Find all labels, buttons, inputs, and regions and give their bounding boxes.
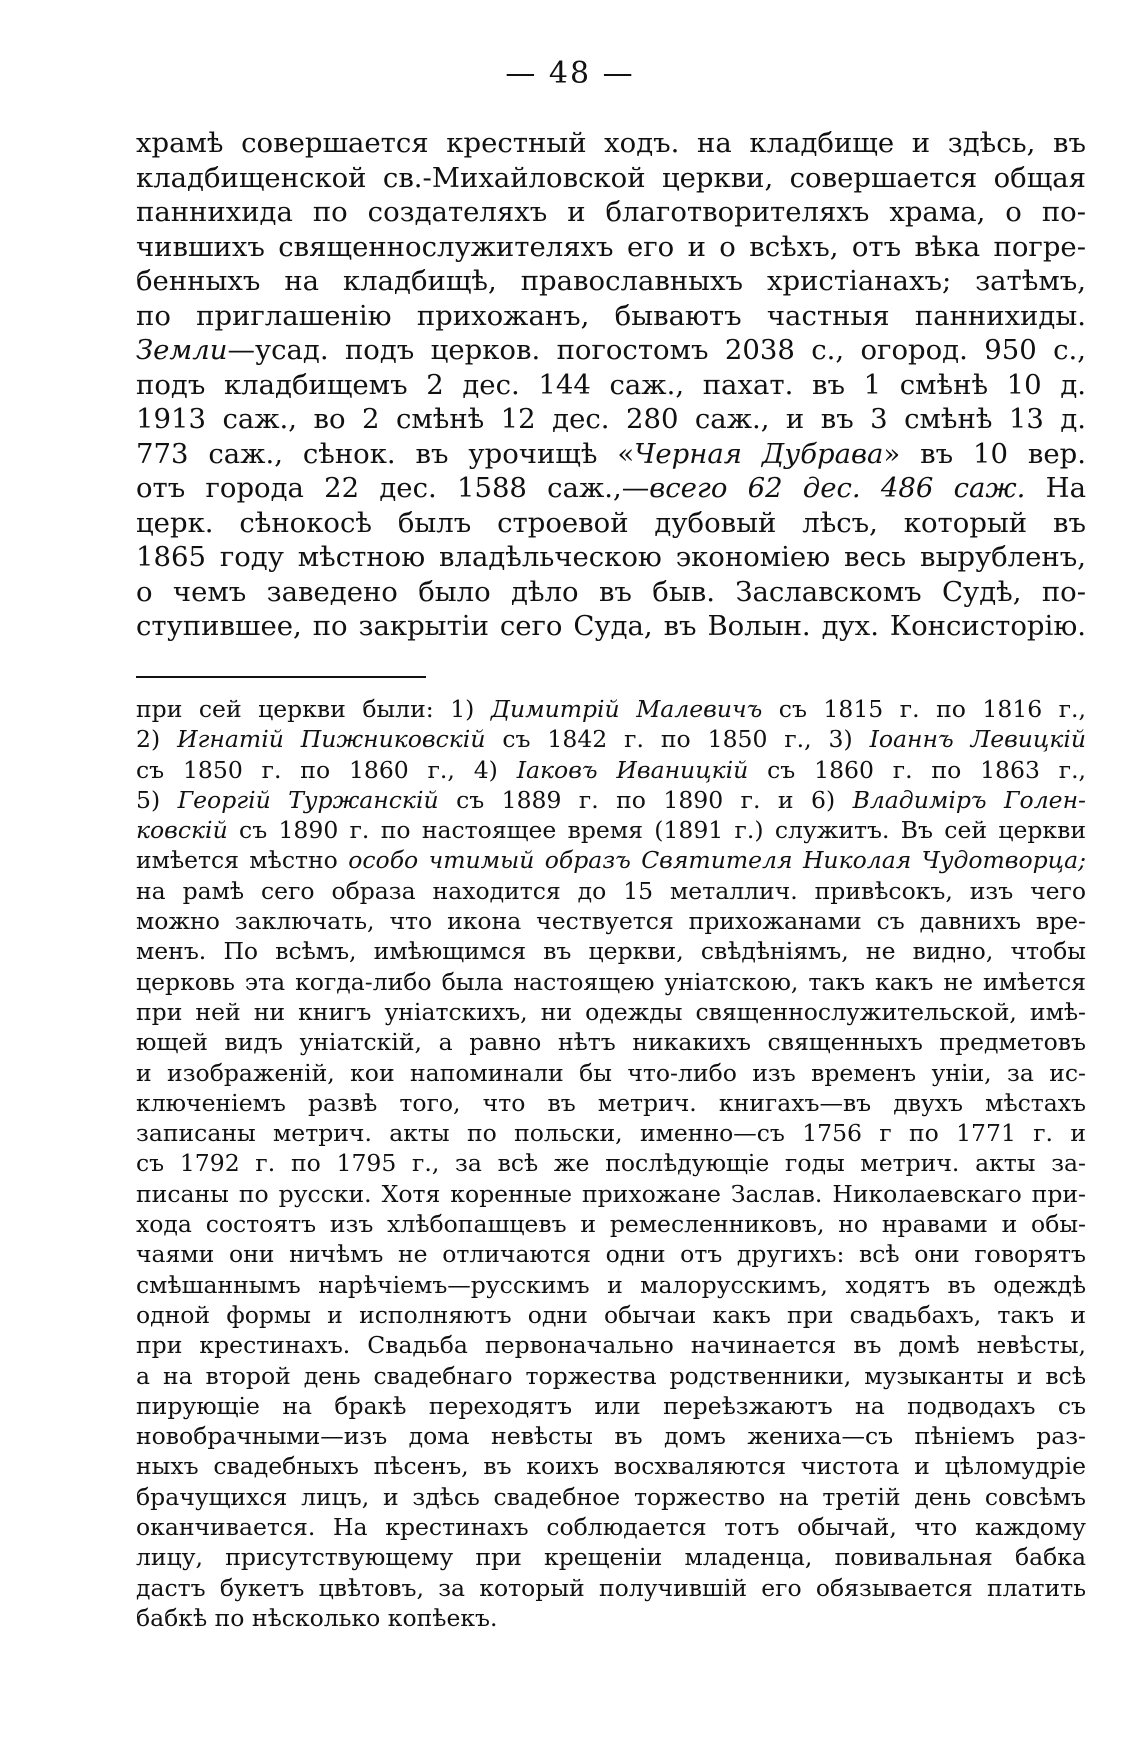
footnote-line-text: имѣется мѣстно [136, 846, 349, 875]
main-line-italic: всего 62 дес. 486 саж. [649, 472, 1026, 504]
footnote-line [136, 845, 1086, 875]
main-line: о чемъ заведено было дѣло въ быв. Заславскомъ Судѣ, по- [136, 575, 1086, 608]
footnote-divider [136, 676, 426, 678]
main-line-italic: Земли [136, 334, 228, 366]
main-line [136, 437, 1086, 472]
footnote-line: и изображеній, кои напоминали бы что-либо изъ временъ уніи, за ис- [136, 1058, 1086, 1087]
main-line: церк. сѣнокосѣ былъ строевой дубовый лѣсъ, который въ [136, 506, 1086, 539]
main-line: чившихъ священнослужителяхъ его и о всѣхъ, отъ вѣка погре- [136, 230, 1086, 263]
main-line-text: На [1025, 472, 1086, 504]
footnote-line-italic: Игнатій Пижниковскій [177, 725, 486, 754]
footnote-line-text: съ 1842 г. по 1850 г., 3) [485, 725, 870, 754]
footnote-line-italic: Владиміръ Голен- [852, 785, 1086, 814]
main-line: бенныхъ на кладбищѣ, православныхъ христіанахъ; затѣмъ, [136, 265, 1086, 297]
footnote-line: бабкѣ по нѣсколько копѣекъ. [136, 1603, 498, 1632]
footnote-line-italic: Георгій Туржанскій [177, 785, 439, 814]
main-line-italic: Черная Дубрава [634, 437, 884, 470]
main-line: 1913 саж., во 2 смѣнѣ 12 дес. 280 саж., и въ 3 смѣнѣ 13 д. [136, 403, 1086, 435]
page-number: — 48 — [505, 56, 635, 91]
main-line-text: » въ 10 вер. [883, 437, 1086, 470]
footnote-line: записаны метрич. акты по польски, именно—съ 1756 г по 1771 г. и [136, 1119, 1086, 1148]
footnote-line: дастъ букетъ цвѣтовъ, за который получившій его обязывается платить [136, 1573, 1086, 1602]
footnote-line [136, 815, 1086, 845]
footnote-line-text: 5) [136, 785, 178, 814]
footnote-line [136, 724, 1086, 754]
footnote-line [136, 755, 1086, 785]
footnote-line [136, 694, 1086, 724]
main-line: 1865 году мѣстною владѣльческою экономіею весь вырубленъ, [136, 541, 1086, 573]
footnote-line: съ 1792 г. по 1795 г., за всѣ же послѣдующіе годы метрич. акты за- [136, 1149, 1086, 1178]
footnote-line: ныхъ свадебныхъ пѣсенъ, въ коихъ восхваляются чистота и цѣломудріе [136, 1452, 1086, 1481]
footnote-line: одной формы и исполняютъ одни обычаи какъ при свадьбахъ, такъ и [136, 1300, 1086, 1329]
footnote-line: оканчивается. На крестинахъ соблюдается тотъ обычай, что каждому [136, 1513, 1086, 1542]
footnote-line: при крестинахъ. Свадьба первоначально начинается въ домѣ невѣсты, [136, 1331, 1086, 1360]
footnote-line-text: съ 1850 г. по 1860 г., 4) [136, 755, 517, 784]
footnote-line: можно заключать, что икона чествуется прихожанами съ давнихъ вре- [136, 907, 1086, 936]
main-line-text: —усад. подъ церков. погостомъ 2038 с., огород. 950 с., [227, 334, 1086, 366]
main-line: паннихида по создателяхъ и благотворителяхъ храма, о по- [136, 196, 1086, 228]
main-line: по приглашенію прихожанъ, бываютъ частныя паннихиды. [136, 299, 1086, 332]
footnote-line: пирующіе на бракѣ переходятъ или переѣзжаютъ на подводахъ съ [136, 1391, 1086, 1420]
footnote-line: смѣшаннымъ нарѣчіемъ—русскимъ и малорусскимъ, ходятъ въ одеждѣ [136, 1270, 1086, 1299]
main-text [136, 126, 1086, 644]
main-line [136, 333, 1086, 368]
footnote-line: писаны по русски. Хотя коренные прихожане Заслав. Николаевскаго при- [136, 1179, 1086, 1208]
footnote-line: церковь эта когда-либо была настоящею уніатскою, такъ какъ не имѣется [136, 967, 1086, 996]
footnote-line: ющей видъ уніатскій, а равно нѣтъ никакихъ священныхъ предметовъ [136, 1028, 1086, 1057]
footnote-line: чаями они ничѣмъ не отличаются одни отъ другихъ: всѣ они говорятъ [136, 1240, 1086, 1269]
footnote-line: лицу, присутствующему при крещеніи младенца, повивальная бабка [136, 1543, 1086, 1572]
main-line: подъ кладбищемъ 2 дес. 144 саж., пахат. въ 1 смѣнѣ 10 д. [136, 368, 1086, 401]
footnote-line-text: при сей церкви были: 1) [136, 695, 491, 723]
footnote-line: брачущихся лицъ, и здѣсь свадебное торжество на третій день совсѣмъ [136, 1482, 1086, 1511]
footnote-line-text: съ 1890 г. по настоящее время (1891 г.) служитъ. Въ сей церкви [227, 816, 1086, 845]
footnote-text [136, 694, 1086, 1633]
footnote-line-italic: Іаковъ Иваницкій [516, 755, 749, 784]
footnote-line-italic: ковскій [136, 816, 228, 845]
footnote-line-text: съ 1889 г. по 1890 г. и 6) [438, 785, 853, 814]
footnote-line: менъ. По всѣмъ, имѣющимся въ церкви, свѣдѣніямъ, не видно, чтобы [136, 937, 1086, 966]
main-line: кладбищенской св.-Михайловской церкви, совершается общая [136, 161, 1086, 194]
footnote-line: ключеніемъ развѣ того, что въ метрич. книгахъ—въ двухъ мѣстахъ [136, 1088, 1086, 1117]
footnote-line [136, 785, 1086, 815]
main-line: храмѣ совершается крестный ходъ. на кладбище и здѣсь, въ [136, 127, 1086, 159]
main-line: ступившее, по закрытіи сего Суда, въ Волын. дух. Консисторію. [136, 610, 1086, 642]
footnote-line: хода состоятъ изъ хлѣбопашцевъ и ремесленниковъ, но нравами и обы- [136, 1210, 1086, 1239]
footnote-line-text: съ 1860 г. по 1863 г., [748, 755, 1086, 784]
main-line [136, 471, 1086, 506]
footnote-line-text: съ 1815 г. по 1816 г., [762, 695, 1086, 723]
footnote-line-italic: Іоаннъ Левицкій [869, 725, 1086, 754]
footnote-line-italic: Димитрій Малевичъ [490, 695, 763, 723]
footnote-line: новобрачными—изъ дома невѣсты въ домъ жениха—съ пѣніемъ раз- [136, 1422, 1086, 1451]
footnote-line-text: 2) [136, 725, 178, 754]
footnote-line: при ней ни книгъ уніатскихъ, ни одежды священнослужительской, имѣ- [136, 997, 1086, 1026]
footnote-line: а на второй день свадебнаго торжества родственники, музыканты и всѣ [136, 1361, 1086, 1390]
footnote-line-italic: особо чтимый образъ Святителя Николая Чудотворца; [348, 846, 1086, 875]
footnote-line: на рамѣ сего образа находится до 15 металлич. привѣсокъ, изъ чего [136, 876, 1086, 905]
main-line-text: отъ города 22 дес. 1588 саж.,— [136, 472, 650, 504]
main-line-text: 773 саж., сѣнок. въ урочищѣ « [136, 437, 635, 470]
